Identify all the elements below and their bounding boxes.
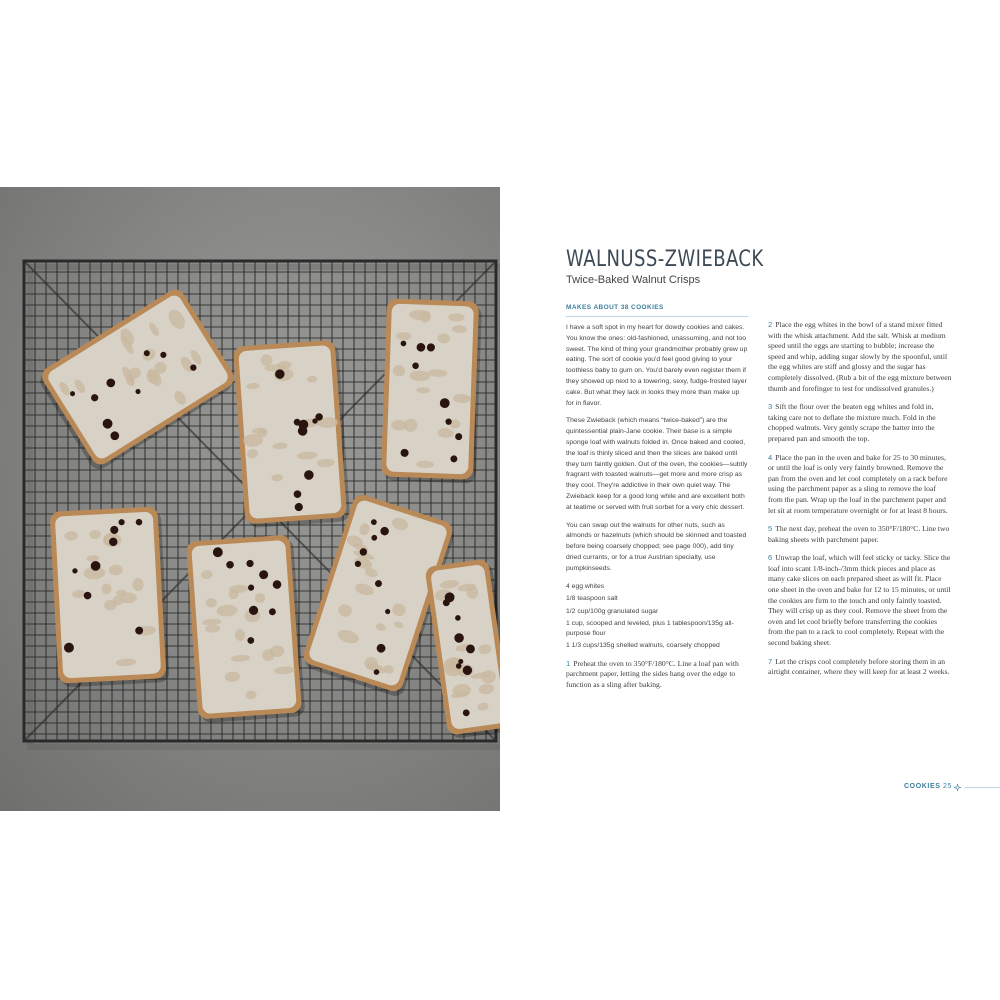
page-number: 25 [943,783,953,790]
step-number: 7 [768,656,773,666]
book-spread [0,187,1000,811]
yield-label: MAKES ABOUT 38 COOKIES [566,304,748,317]
step-number: 3 [768,402,773,412]
step-number: 2 [768,320,773,329]
step-number: 1 [566,658,571,668]
step-text: Place the egg whites in the bowl of a stand mixer fitted with the whisk attachment. Add the salt. Whisk at medium speed until the eggs are starting to bubble; increase the speed and whip, adding sugar slowly by the spoonful, until the egg whites are stiff and glossy and the sugar has completely dissolved. (Rub a bit of the egg mixture between thumb and forefinger to test for undissolved granules.) [768,320,952,393]
step-number: 6 [768,553,773,563]
step-text: Sift the flour over the beaten egg whites and fold in, taking care not to deflate the mixture much. Fold in the chopped walnuts. Very gently scrape the batter into the prepared pan and smooth the top. [768,402,936,443]
method-step [768,553,952,648]
ingredient-item: 1/8 teaspoon salt [566,595,618,603]
method-step [566,659,748,691]
zwieback-slice [186,534,305,723]
intro-paragraph: You can swap out the walnuts for other nuts, such as almonds or hazelnuts (which should be skinned and toasted before being coarsely chopped; see page 000), add tiny dried currants, or for a true Austrian specialty, use pumpkinseeds. [566,521,747,572]
method-step [768,524,952,545]
ornament-icon [954,784,961,791]
footer-rule [965,787,1000,788]
zwieback-slice [233,339,350,528]
step-text: The next day, preheat the oven to 350°F/180°C. Line two baking sheets with parchment paper. [768,524,950,544]
ingredient-item: 1 1/3 cups/135g shelled walnuts, coarsely chopped [566,642,720,650]
right-column [768,320,952,686]
section-label: COOKIES [904,783,941,790]
step-text: Place the pan in the oven and bake for 25 to 30 minutes, or until the loaf is only very faintly browned. Remove the pan from the oven and let cool completely on a rack before using the parchment paper as a sling to remove the loaf from the pan. Wrap up the loaf in the parchment paper and let sit at room temperature overnight or for at least 8 hours. [768,452,948,515]
ingredient-item: 4 egg whites [566,582,605,590]
ingredient-item: 1 cup, scooped and leveled, plus 1 tablespoon/135g all-purpose flour [566,620,734,637]
zwieback-slice [381,298,482,483]
recipe-subtitle: Twice-Baked Walnut Crisps [566,274,701,286]
ingredient-list [566,582,748,651]
page-footer [904,783,952,790]
zwieback-photo-illustration [0,187,500,811]
left-column [566,304,748,698]
zwieback-slice [50,506,170,688]
zwieback-slice [35,286,239,473]
ingredient-item: 1/2 cup/100g granulated sugar [566,607,659,615]
step-text: Preheat the oven to 350°F/180°C. Line a loaf pan with parchment paper, letting the sides hang over the edge to function as a sling after baking. [566,658,739,689]
recipe-title: WALNUSS-ZWIEBACK [566,247,764,272]
step-text: Let the crisps cool completely before storing them in an airtight container, where they will keep for at least 2 weeks. [768,656,950,677]
method-step [768,453,952,517]
intro-paragraph: These Zwieback (which means “twice-baked”) are the quintessential plain-Jane cookie. Their base is a simple sponge loaf with walnuts folded in. Once baked and cooled, the loaf is thinly sliced and then the slices are baked until they turn faintly golden. Out of the oven, the cookies—subtly fragrant with toasted walnuts—get more and more crisp as they cool. They're addictive in their own quiet way. The Zwieback keep for a good long while and are excellent both at teatime or served with fruit sorbet for a very chic dessert. [566,417,748,511]
step-number: 4 [768,452,773,462]
recipe-page [500,187,1000,811]
method-step [768,657,952,678]
recipe-photo [0,187,500,811]
step-number: 5 [768,524,773,534]
step-text: Unwrap the loaf, which will feel sticky or tacky. Slice the loaf into scant 1/8-inch-/3mm thick pieces and place as many cake slices on each prepared sheet as will fit. Place one sheet in the oven and bake for 12 to 15 minutes, or until the cookies are firm to the touch and only faintly toasted. They will crisp up as they cool. Remove the sheet from the oven and let cool briefly before transferring the cookies from the pan to a rack to cool completely. Repeat with the second baking sheet. [768,553,951,648]
method-step [768,320,952,394]
intro-paragraph: I have a soft spot in my heart for dowdy cookies and cakes. You know the ones: old-fashioned, unassuming, and not too sweet. The kind of thing your grandmother probably grew up eating. The sort of cookie you'd feel good giving to your toothless baby to gum on. You'd barely even register them if they showed up next to a towering, sexy, fudge-frosted layer cake. But what they lack in looks they more than make up for in flavor. [566,324,748,407]
method-step [768,402,952,444]
